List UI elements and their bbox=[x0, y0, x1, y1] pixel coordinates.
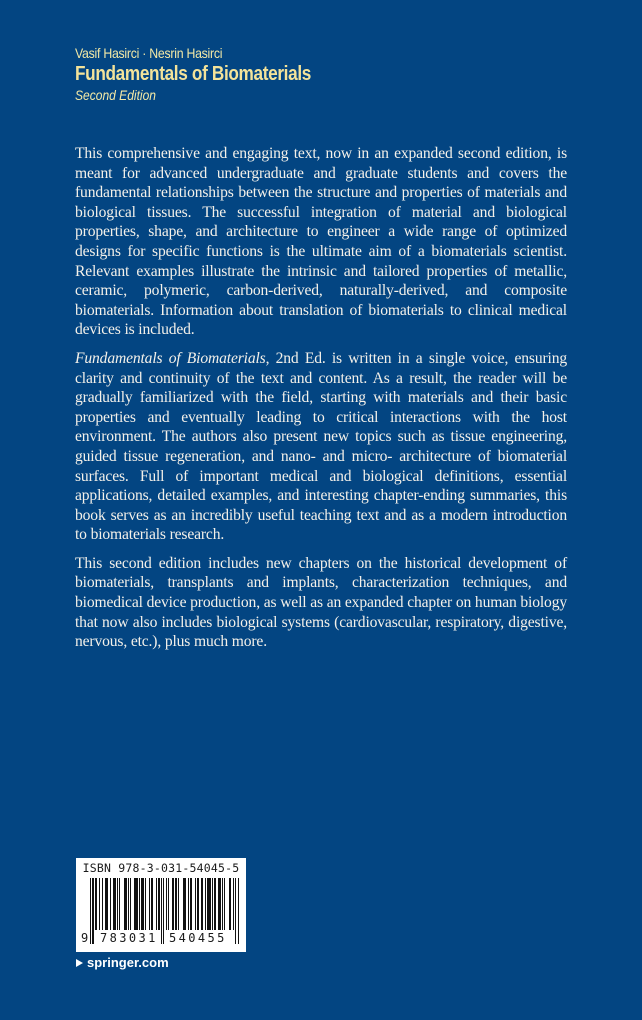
edition-label: Second Edition bbox=[75, 87, 157, 103]
authors: Vasif Hasirci · Nesrin Hasirci bbox=[75, 45, 223, 61]
publisher-link-text: springer.com bbox=[87, 955, 169, 970]
blurb-paragraph-1: This comprehensive and engaging text, now in an expanded second edition, is meant for advanced undergraduate and graduate students and covers the fundamental relationships between the structure and properties of materials and biological tissues. The successful integration of material and biological properties, shape, and architecture to engineer a wide range of optimized designs for specific functions is the ultimate aim of a biomaterials scientist. Relevant examples illustrate the intrinsic and tailored properties of metallic, ceramic, polymeric, carbon-derived, naturally-derived, and composite biomaterials. Information about translation of biomaterials to clinical medical devices is included. bbox=[75, 145, 567, 339]
blurb-paragraph-2 bbox=[75, 349, 567, 545]
isbn-barcode bbox=[76, 858, 246, 952]
book-title: Fundamentals of Biomaterials bbox=[75, 63, 312, 85]
barcode-digits-left: 783031 bbox=[100, 931, 158, 945]
publisher-link[interactable] bbox=[76, 955, 169, 970]
barcode-digits-right: 540455 bbox=[169, 931, 227, 945]
blurb-paragraph-2-text: , 2nd Ed. is written in a single voice, ensuring clarity and continuity of the text and content. As a result, the reader will be gradually familiarized with the field, starting with materials and their basic properties and eventually leading to critical interactions with the host environment. The authors also present new topics such as tissue engineering, guided tissue regeneration, and nano- and micro- architecture of biomaterial surfaces. Full of important medical and biological definitions, essential applications, detailed examples, and interesting chapter-ending summaries, this book serves as an incredibly useful teaching text and as a modern introduction to biomaterials research. bbox=[75, 349, 567, 544]
cover-header bbox=[75, 44, 349, 104]
back-cover-blurb bbox=[75, 144, 567, 661]
play-arrow-icon bbox=[76, 959, 83, 967]
isbn-label: ISBN 978-3-031-54045-5 bbox=[82, 861, 240, 875]
barcode-digit-first: 9 bbox=[81, 931, 89, 945]
book-title-italic: Fundamentals of Biomaterials bbox=[75, 349, 266, 367]
blurb-paragraph-3: This second edition includes new chapters on the historical development of biomaterials, transplants and implants, characterization techniques, and biomedical device production, as well as an expanded chapter on human biology that now also includes biological systems (cardiovascular, respiratory, digestive, nervous, etc.), plus much more. bbox=[75, 554, 567, 651]
